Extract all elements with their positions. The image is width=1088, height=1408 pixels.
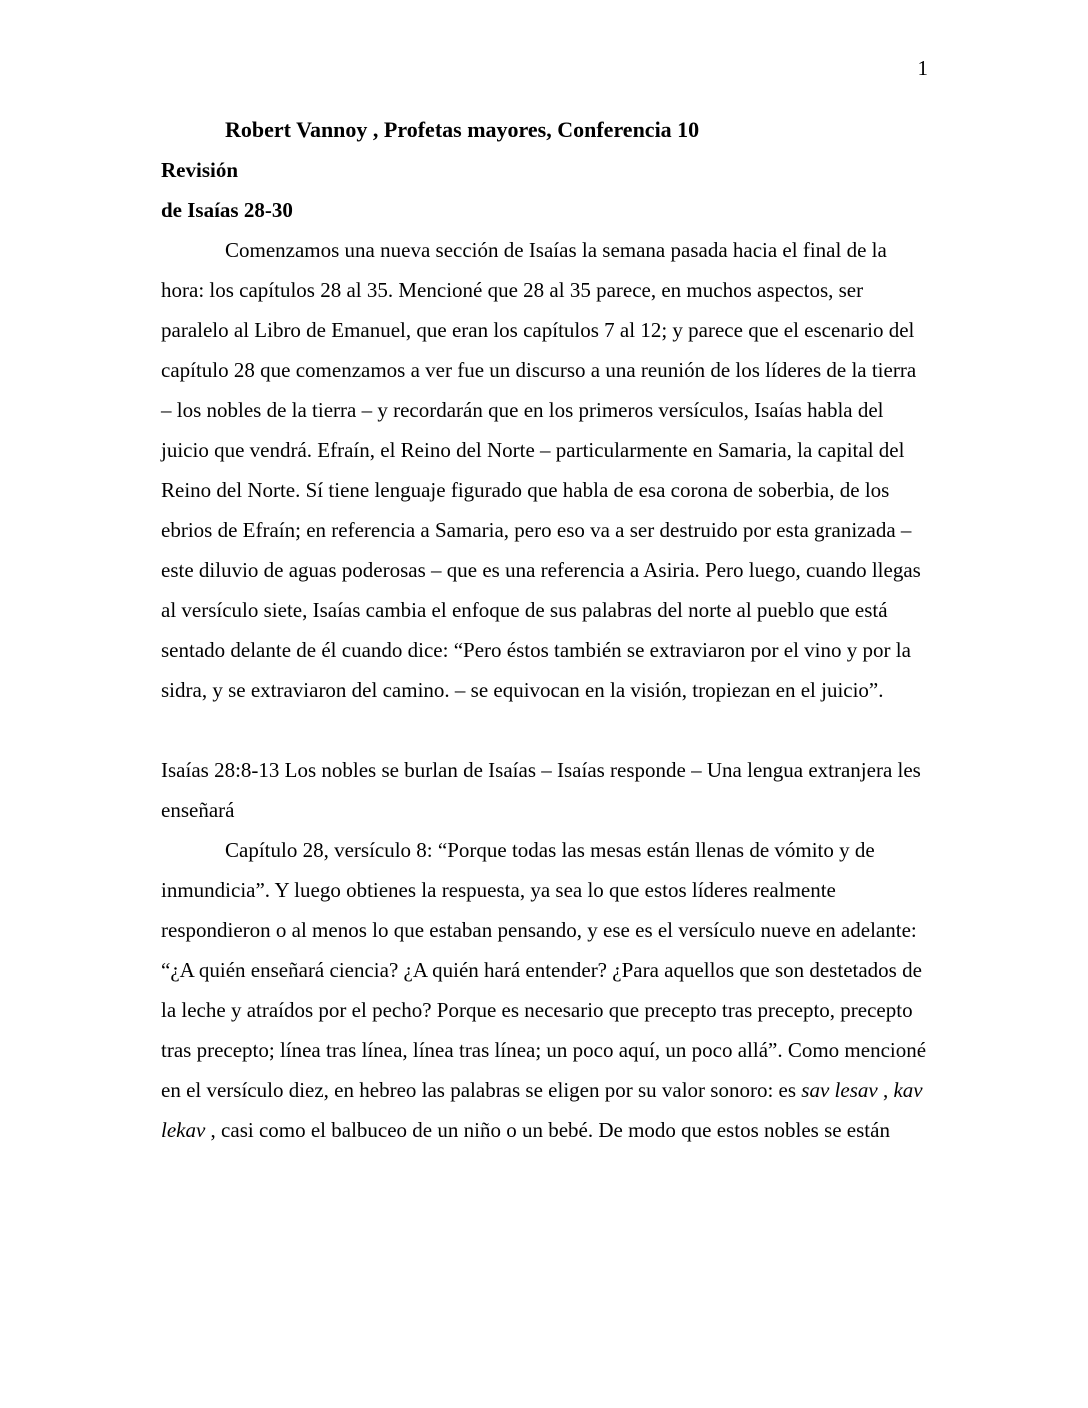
paragraph-2-text-b: , [877,1078,894,1102]
document-title: Robert Vannoy , Profetas mayores, Conferencia 10 [225,117,700,142]
paragraph-chapter-28-verse-8 [161,830,928,1150]
page-number: 1 [917,56,928,80]
subsection-heading-isaias-28-8-13: Isaías 28:8-13 Los nobles se burlan de Isaías – Isaías responde – Una lengua extranjera les enseñará [161,758,921,822]
paragraph-overview: Comenzamos una nueva sección de Isaías la semana pasada hacia el final de la hora: los capítulos 28 al 35. Mencioné que 28 al 35 parece, en muchos aspectos, ser paralelo al Libro de Emanuel, que eran los capítulos 7 al 12; y parece que el escenario del capítulo 28 que comenzamos a ver fue un discurso a una reunión de los líderes de la tierra – los nobles de la tierra – y recordarán que en los primeros versículos, Isaías habla del juicio que vendrá. Efraín, el Reino del Norte – particularmente en Samaria, la capital del Reino del Norte. Sí tiene lenguaje figurado que habla de esa corona de soberbia, de los ebrios de Efraín; en referencia a Samaria, pero eso va a ser destruido por esta granizada – este diluvio de aguas poderosas – que es una referencia a Asiria. Pero luego, cuando llegas al versículo siete, Isaías cambia el enfoque de sus palabras del norte al pueblo que está sentado delante de él cuando dice: “Pero éstos también se extraviaron por el vino y por la sidra, y se extraviaron del camino. – se equivocan en la visión, tropiezan en el juicio”. [161,238,921,702]
section-heading-isaias-28-30: de Isaías 28-30 [161,198,293,222]
paragraph-2-text-a: Capítulo 28, versículo 8: “Porque todas las mesas están llenas de vómito y de inmundicia”. Y luego obtienes la respuesta, ya sea lo que estos líderes realmente respondieron o al menos lo que estaban pensando, y ese es el versículo nueve en adelante: “¿A quién enseñará ciencia? ¿A quién hará entender? ¿Para aquellos que son destetados de la leche y atraídos por el pecho? Porque es necesario que precepto tras precepto, precepto tras precepto; línea tras línea, línea tras línea; un poco aquí, un poco allá”. Como mencioné en el versículo diez, en hebreo las palabras se eligen por su valor sonoro: es [161,838,927,1102]
hebrew-phrase-sav-lesav: sav lesav [801,1078,878,1102]
section-heading-revision: Revisión [161,158,239,182]
paragraph-2-text-c: , casi como el balbuceo de un niño o un bebé. De modo que estos nobles se están [205,1118,890,1142]
hebrew-phrase-kav-lekav: kav lekav [161,1078,923,1142]
